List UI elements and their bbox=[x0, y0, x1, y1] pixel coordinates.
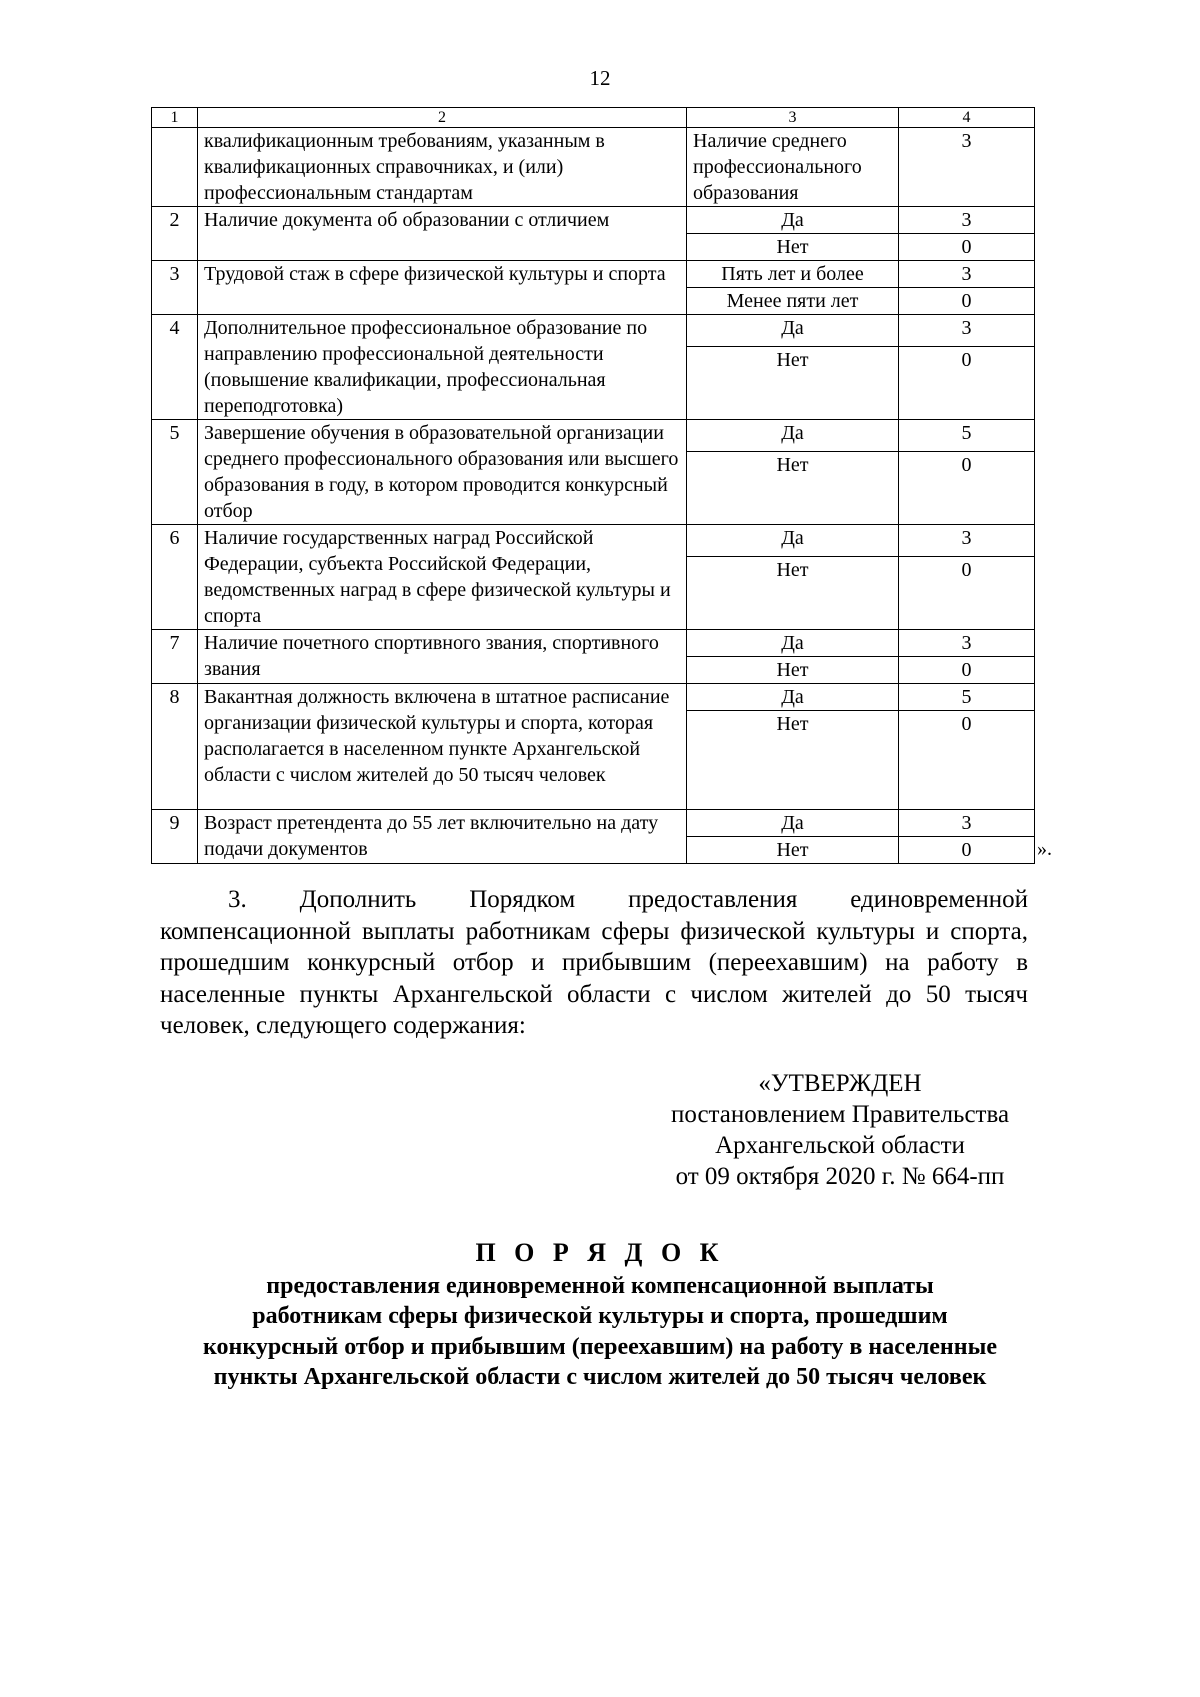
heading-line: конкурсный отбор и прибывшим (переехавшим) на работу в населенные bbox=[203, 1333, 997, 1360]
criterion-text: Наличие документа об образовании с отличием bbox=[198, 207, 687, 261]
criterion-text: Наличие почетного спортивного звания, спортивного звания bbox=[198, 630, 687, 684]
approval-line: Архангельской области bbox=[715, 1132, 965, 1159]
answer-label: Да bbox=[687, 315, 899, 347]
answer-label: Нет bbox=[687, 711, 899, 810]
row-number bbox=[152, 128, 198, 207]
column-header: 1 bbox=[152, 108, 198, 128]
row-number: 3 bbox=[152, 261, 198, 315]
table-row bbox=[152, 315, 1035, 347]
criterion-text: Возраст претендента до 55 лет включительно на дату подачи документов bbox=[198, 810, 687, 864]
points-value: 0 bbox=[899, 234, 1035, 261]
heading-line: пункты Архангельской области с числом жителей до 50 тысяч человек bbox=[213, 1364, 987, 1390]
answer-label: Нет bbox=[687, 657, 899, 684]
table-row bbox=[152, 207, 1035, 234]
approval-stamp-block bbox=[620, 1068, 1060, 1192]
table-row bbox=[152, 261, 1035, 288]
criteria-table bbox=[151, 107, 1035, 864]
criterion-text: квалификационным требованиям, указанным в квалификационных справочниках, и (или) профессиональным стандартам bbox=[198, 128, 687, 207]
column-header: 4 bbox=[899, 108, 1035, 128]
heading-line: работникам сферы физической культуры и спорта, прошедшим bbox=[252, 1303, 948, 1329]
row-number: 9 bbox=[152, 810, 198, 864]
row-number: 2 bbox=[152, 207, 198, 261]
answer-label: Нет bbox=[687, 234, 899, 261]
points-value: 3 bbox=[899, 128, 1035, 207]
answer-label: Да bbox=[687, 684, 899, 711]
points-value: 0 bbox=[899, 711, 1035, 810]
answer-label: Нет bbox=[687, 347, 899, 420]
document-heading bbox=[100, 1238, 1100, 1393]
points-value: 0 bbox=[899, 837, 1035, 864]
criterion-text: Трудовой стаж в сфере физической культуры и спорта bbox=[198, 261, 687, 315]
criterion-text: Завершение обучения в образовательной организации среднего профессионального образования или высшего образования в году, в котором проводится конкурсный отбор bbox=[198, 420, 687, 525]
criterion-text: Вакантная должность включена в штатное расписание организации физической культуры и спорта, которая располагается в населенном пункте Архангельской области с числом жителей до 50 тысяч человек bbox=[198, 684, 687, 810]
row-number: 4 bbox=[152, 315, 198, 420]
approval-line: постановлением Правительства bbox=[670, 1101, 1010, 1128]
answer-label: Нет bbox=[687, 452, 899, 525]
answer-label: Да bbox=[687, 207, 899, 234]
answer-label: Менее пяти лет bbox=[687, 288, 899, 315]
points-value: 3 bbox=[899, 261, 1035, 288]
answer-label: Да bbox=[687, 420, 899, 452]
table-header-row bbox=[152, 108, 1035, 128]
points-value: 3 bbox=[899, 207, 1035, 234]
row-number: 8 bbox=[152, 684, 198, 810]
row-number: 6 bbox=[152, 525, 198, 630]
answer-label: Нет bbox=[687, 557, 899, 630]
table-closing-quote: ». bbox=[1037, 838, 1052, 860]
points-value: 0 bbox=[899, 347, 1035, 420]
page-number: 12 bbox=[589, 66, 611, 90]
points-value: 3 bbox=[899, 525, 1035, 557]
answer-label: Да bbox=[687, 525, 899, 557]
column-header: 3 bbox=[687, 108, 899, 128]
points-value: 3 bbox=[899, 315, 1035, 347]
table-row bbox=[152, 128, 1035, 207]
points-value: 0 bbox=[899, 452, 1035, 525]
table-row bbox=[152, 630, 1035, 657]
points-value: 0 bbox=[899, 657, 1035, 684]
answer-label: Наличие среднего профессионального образования bbox=[687, 128, 899, 207]
table-row bbox=[152, 525, 1035, 557]
answer-label: Пять лет и более bbox=[687, 261, 899, 288]
points-value: 3 bbox=[899, 630, 1035, 657]
points-value: 0 bbox=[899, 557, 1035, 630]
paragraph-3: 3. Дополнить Порядком предоставления единовременной компенсационной выплаты работникам сферы физической культуры и спорта, прошедшим конкурсный отбор и прибывшим (переехавшим) на работу в населенные пункты Архангельской области с числом жителей до 50 тысяч человек, следующего содержания: bbox=[160, 886, 1028, 1039]
answer-label: Да bbox=[687, 630, 899, 657]
points-value: 5 bbox=[899, 684, 1035, 711]
table-row bbox=[152, 810, 1035, 837]
criterion-text: Наличие государственных наград Российской Федерации, субъекта Российской Федерации, ведомственных наград в сфере физической культуры и спорта bbox=[198, 525, 687, 630]
criterion-text: Дополнительное профессиональное образование по направлению профессиональной деятельности (повышение квалификации, профессиональная переподготовка) bbox=[198, 315, 687, 420]
table-row bbox=[152, 420, 1035, 452]
heading-title: П О Р Я Д О К bbox=[475, 1238, 725, 1267]
heading-line: предоставления единовременной компенсационной выплаты bbox=[266, 1272, 934, 1299]
approval-line: «УТВЕРЖДЕН bbox=[758, 1070, 922, 1097]
points-value: 0 bbox=[899, 288, 1035, 315]
table-row bbox=[152, 684, 1035, 711]
column-header: 2 bbox=[198, 108, 687, 128]
points-value: 3 bbox=[899, 810, 1035, 837]
row-number: 7 bbox=[152, 630, 198, 684]
answer-label: Да bbox=[687, 810, 899, 837]
points-value: 5 bbox=[899, 420, 1035, 452]
answer-label: Нет bbox=[687, 837, 899, 864]
row-number: 5 bbox=[152, 420, 198, 525]
approval-line: от 09 октября 2020 г. № 664-пп bbox=[675, 1163, 1005, 1190]
